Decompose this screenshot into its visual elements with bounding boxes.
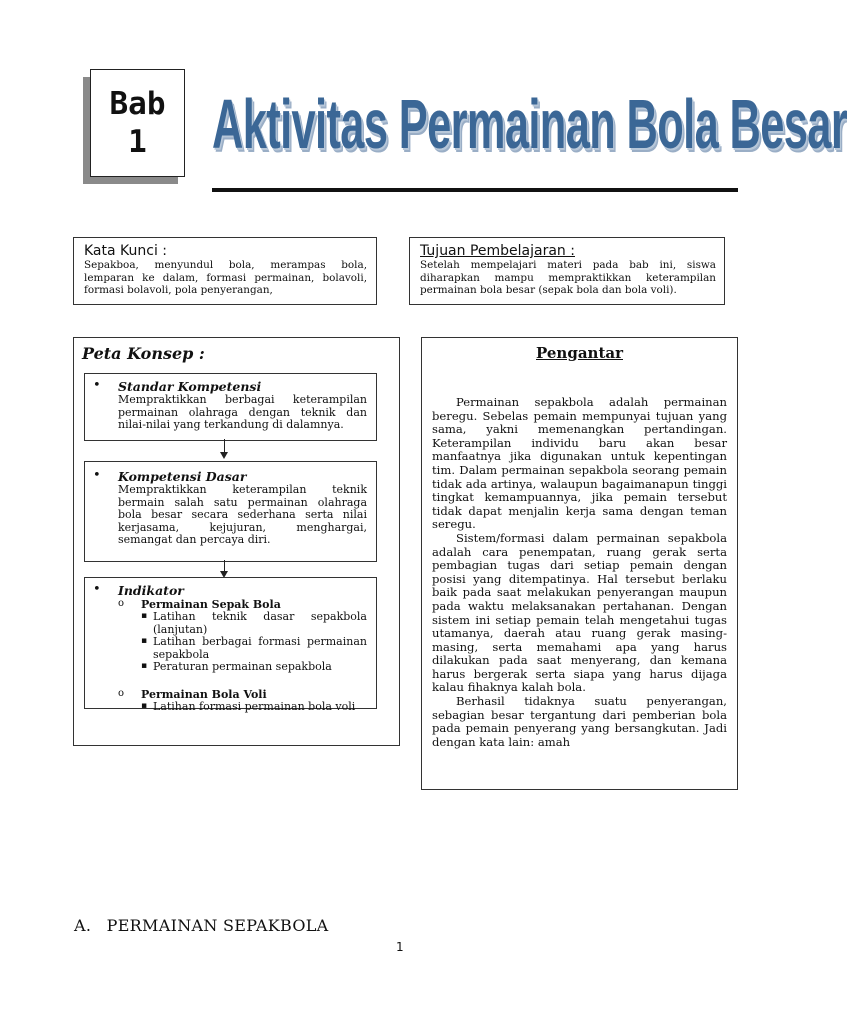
pengantar-body <box>432 396 727 749</box>
tujuan-heading: Tujuan Pembelajaran : <box>420 243 575 259</box>
sepakbola-item-1: Latihan teknik dasar sepakbola (lanjutan) <box>153 610 367 636</box>
sepakbola-item-2: Latihan berbagai formasi permainan sepakbola <box>153 635 367 661</box>
indikator-item <box>141 661 367 674</box>
pengantar-paragraph-2: Sistem/formasi dalam permainan sepakbola adalah cara penempatan, ruang gerak serta pembagian tugas dari setiap pemain dengan posisi yang ditempatinya. Hal tersebut berlaku baik pada saat melakukan penyerangan maupun pada waktu melaksanakan pertahanan. Dengan sistem ini setiap pemain telah mengetahui tugas utamanya, daerah atau ruang gerak masing-masing, serta memahami apa yang harus dilakukan pada saat menyerang, dan kemana harus bergerak serta siapa yang harus dijaga kalau fihaknya kalah bola. <box>432 530 727 695</box>
kompetensi-title: Kompetensi Dasar <box>118 469 247 484</box>
tujuan-box <box>409 237 725 305</box>
title-rule <box>212 188 738 192</box>
sepakbola-item-3: Peraturan permainan sepakbola <box>153 660 332 674</box>
indikator-box <box>84 577 377 713</box>
square-bullet-icon: ▪ <box>141 611 148 621</box>
pengantar-box <box>421 337 738 790</box>
chapter-number: 1 <box>128 124 147 160</box>
bullet-icon: • <box>93 468 101 483</box>
kata-kunci-text: Sepakboa, menyundul bola, merampas bola, lemparan ke dalam, formasi permainan, bolavoli, formasi bolavoli, pola penyerangan, <box>84 259 367 297</box>
section-title: PERMAINAN SEPAKBOLA <box>106 916 329 935</box>
voli-subtitle: Permainan Bola Voli <box>141 688 267 701</box>
square-bullet-icon: ▪ <box>141 701 148 711</box>
pengantar-paragraph-3: Berhasil tidaknya suatu penyerangan, sebagian besar tergantung dari pemberian bola pada pemain penyerang yang bersangkutan. Jadi dengan kata lain: amah <box>432 694 727 749</box>
indikator-item <box>141 701 379 714</box>
indikator-title: Indikator <box>118 583 184 598</box>
page-number: 1 <box>396 940 404 954</box>
standar-kompetensi-box <box>84 373 377 441</box>
bullet-icon: • <box>93 582 101 597</box>
section-letter: A. <box>74 916 92 935</box>
indikator-item <box>141 636 367 661</box>
square-bullet-icon: ▪ <box>141 636 148 647</box>
section-heading <box>74 916 329 935</box>
sepakbola-subtitle: Permainan Sepak Bola <box>141 598 281 611</box>
kompetensi-dasar-box <box>84 461 377 562</box>
indikator-item <box>141 611 367 636</box>
peta-konsep-heading: Peta Konsep : <box>82 344 205 363</box>
chapter-box <box>90 69 185 177</box>
standar-text: Mempraktikkan berbagai keterampilan permainan olahraga dengan teknik dan nilai-nilai yang terkandung di dalamnya. <box>118 393 367 432</box>
circle-bullet-icon: o <box>118 688 125 699</box>
chapter-label: Bab <box>109 86 166 122</box>
tujuan-text: Setelah mempelajari materi pada bab ini, siswa diharapkan mampu mempraktikkan keterampilan permainan bola besar (sepak bola dan bola voli). <box>420 259 716 297</box>
arrow-1-line <box>224 439 225 453</box>
voli-item-1: Latihan formasi permainan bola voli <box>153 700 356 713</box>
kata-kunci-heading: Kata Kunci : <box>84 243 168 259</box>
bullet-icon: • <box>93 378 101 393</box>
standar-title: Standar Kompetensi <box>118 379 262 394</box>
pengantar-heading: Pengantar <box>536 344 623 362</box>
chapter-title: Aktivitas Permainan Bola Besar <box>212 85 847 163</box>
kompetensi-text: Mempraktikkan keterampilan teknik bermain salah satu permainan olahraga bola besar secara sederhana serta nilai kerjasama, kejujuran, menghargai, semangat dan percaya diri. <box>118 483 367 547</box>
arrow-down-icon <box>220 452 228 459</box>
circle-bullet-icon: o <box>118 598 125 609</box>
kata-kunci-box <box>73 237 377 305</box>
square-bullet-icon: ▪ <box>141 661 148 672</box>
pengantar-paragraph-1: Permainan sepakbola adalah permainan beregu. Sebelas pemain mempunyai tujuan yang sama, yakni memenangkan pertandingan. Keterampilan individu baru akan besar manfaatnya jika digunakan untuk kepentingan tim. Dalam permainan sepakbola seorang pemain tidak ada artinya, walaupun bagaimanapun tinggi tingkat kemampuannya, jika pemain tersebut tidak dapat menjalin kerja sama dengan teman seregu. <box>432 395 727 532</box>
